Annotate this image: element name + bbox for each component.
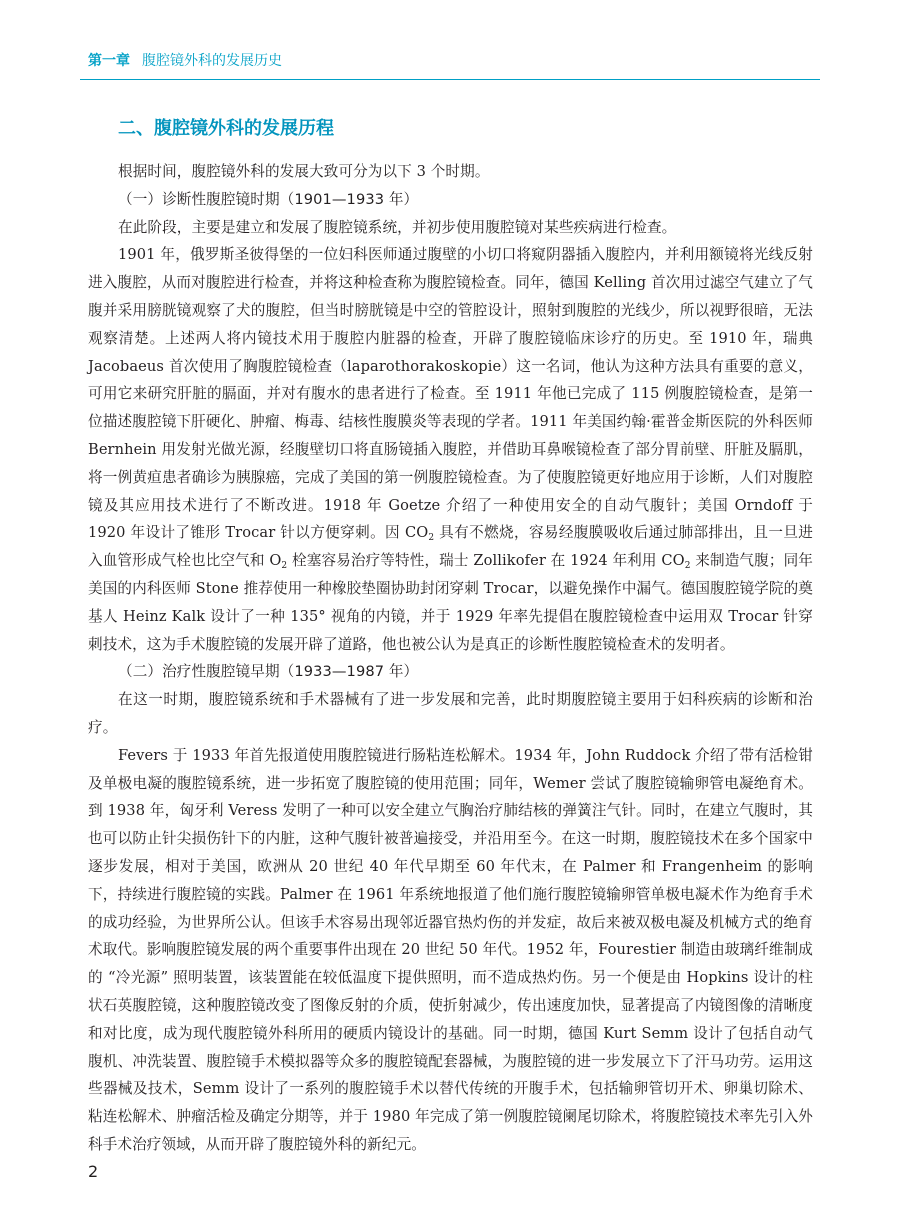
co2-subscript-2: 2 [684,561,691,572]
paragraph-2-part-d: 来制造气腹；同年美国的内科医师 Stone 推荐使用一种橡胶垫圈协助封闭穿刺 Trocar，以避免操作中漏气。德国腹腔镜学院的奠基人 Heinz Kalk 设计了一种 135° 视角的内镜，并于 1929 年率先提倡在腹腔镜检查中运用双 Trocar 针穿刺技术，这为手术腹腔镜的发展开辟了道路，他也被公认为是真正的诊断性腹腔镜检查术的发明者。 [88,552,813,653]
running-header [88,50,282,70]
paragraph-2-part-a: 1901 年，俄罗斯圣彼得堡的一位妇科医师通过腹壁的小切口将窥阴器插入腹腔内，并利用额镜将光线反射进入腹腔，从而对腹腔进行检查，并将这种检查称为腹腔镜检查。同年，德国 Kelling 首次用过滤空气建立了气腹并采用膀胱镜观察了犬的腹腔，但当时膀胱镜是中空的管腔设计，照射到腹腔的光线少，所以视野很暗，无法观察清楚。上述两人将内镜技术用于腹腔内脏器的检查，开辟了腹腔镜临床诊疗的历史。至 1910 年，瑞典 Jacobaeus 首次使用了胸腹腔镜检查（laparothorakoskopie）这一名词，他认为这种方法具有重要的意义，可用它来研究肝脏的膈面，并对有腹水的患者进行了检查。至 1911 年他已完成了 115 例腹腔镜检查，是第一位描述腹腔镜下肝硬化、肿瘤、梅毒、结核性腹膜炎等表现的学者。1911 年美国约翰·霍普金斯医院的外科医师 Bernhein 用发射光做光源，经腹壁切口将直肠镜插入腹腔，并借助耳鼻喉镜检查了部分胃前壁、肝脏及膈肌，将一例黄疸患者确诊为胰腺癌，完成了美国的第一例腹腔镜检查。为了使腹腔镜更好地应用于诊断，人们对腹腔镜及其应用技术进行了不断改进。1918 年 Goetze 介绍了一种使用安全的自动气腹针；美国 Orndoff 于 1920 年设计了锥形 Trocar 针以方便穿刺。因 CO [88,246,813,542]
page-content [88,104,813,1159]
header-rule [80,79,820,80]
paragraph-2 [88,241,813,658]
paragraph-3: 在这一时期，腹腔镜系统和手术器械有了进一步发展和完善，此时期腹腔镜主要用于妇科疾病的诊断和治疗。 [88,691,813,736]
page-number: 2 [88,1162,99,1181]
o2-subscript: 2 [281,561,288,572]
paragraph-4: Fevers 于 1933 年首先报道使用腹腔镜进行肠粘连松解术。1934 年，John Ruddock 介绍了带有活检钳及单极电凝的腹腔镜系统，进一步拓宽了腹腔镜的使用范围；同年，Wemer 尝试了腹腔镜输卵管电凝绝育术。到 1938 年，匈牙利 Veress 发明了一种可以安全建立气胸治疗肺结核的弹簧注气针。同时，在建立气腹时，其也可以防止针尖损伤针下的内脏，这种气腹针被普遍接受，并沿用至今。在这一时期，腹腔镜技术在多个国家中逐步发展，相对于美国，欧洲从 20 世纪 40 年代早期至 60 年代末，在 Palmer 和 Frangenheim 的影响下，持续进行腹腔镜的实践。Palmer 在 1961 年系统地报道了他们施行腹腔镜输卵管单极电凝术作为绝育手术的成功经验，为世界所公认。但该手术容易出现邻近器官热灼伤的并发症，故后来被双极电凝及机械方式的绝育术取代。影响腹腔镜发展的两个重要事件出现在 20 世纪 50 年代。1952 年，Fourestier 制造由玻璃纤维制成的 “冷光源” 照明装置，该装置能在较低温度下提供照明，而不造成热灼伤。另一个便是由 Hopkins 设计的柱状石英腹腔镜，这种腹腔镜改变了图像反射的介质，使折射减少，传出速度加快，显著提高了内镜图像的清晰度和对比度，成为现代腹腔镜外科所用的硬质内镜设计的基础。同一时期，德国 Kurt Semm 设计了包括自动气腹机、冲洗装置、腹腔镜手术模拟器等众多的腹腔镜配套器械，为腹腔镜的进一步发展立下了汗马功劳。运用这些器械及技术，Semm 设计了一系列的腹腔镜手术以替代传统的开腹手术，包括输卵管切开术、卵巢切除术、粘连松解术、肿瘤活检及确定分期等，并于 1980 年完成了第一例腹腔镜阑尾切除术，将腹腔镜技术率先引入外科手术治疗领域，从而开辟了腹腔镜外科的新纪元。 [88,746,814,1153]
subsection-heading-2: （二）治疗性腹腔镜早期（1933—1987 年） [118,663,419,681]
paragraph-1: 在此阶段，主要是建立和发展了腹腔镜系统，并初步使用腹腔镜对某些疾病进行检查。 [118,218,677,236]
co2-subscript: 2 [428,533,435,544]
chapter-label: 第一章 [88,53,130,69]
subsection-heading-1: （一）诊断性腹腔镜时期（1901—1933 年） [118,190,419,208]
paragraph-2-part-c: 栓塞容易治疗等特性，瑞士 Zollikofer 在 1924 年利用 CO [287,552,685,570]
chapter-title: 腹腔镜外科的发展历史 [142,53,282,69]
section-title: 二、腹腔镜外科的发展历程 [118,118,334,139]
intro-paragraph: 根据时间，腹腔镜外科的发展大致可分为以下 3 个时期。 [118,163,490,180]
paragraph-2-part-b: 具有不燃烧，容易经腹膜吸收后通过肺部排出，且一旦进入血管形成气栓也比空气和 O [88,524,813,570]
